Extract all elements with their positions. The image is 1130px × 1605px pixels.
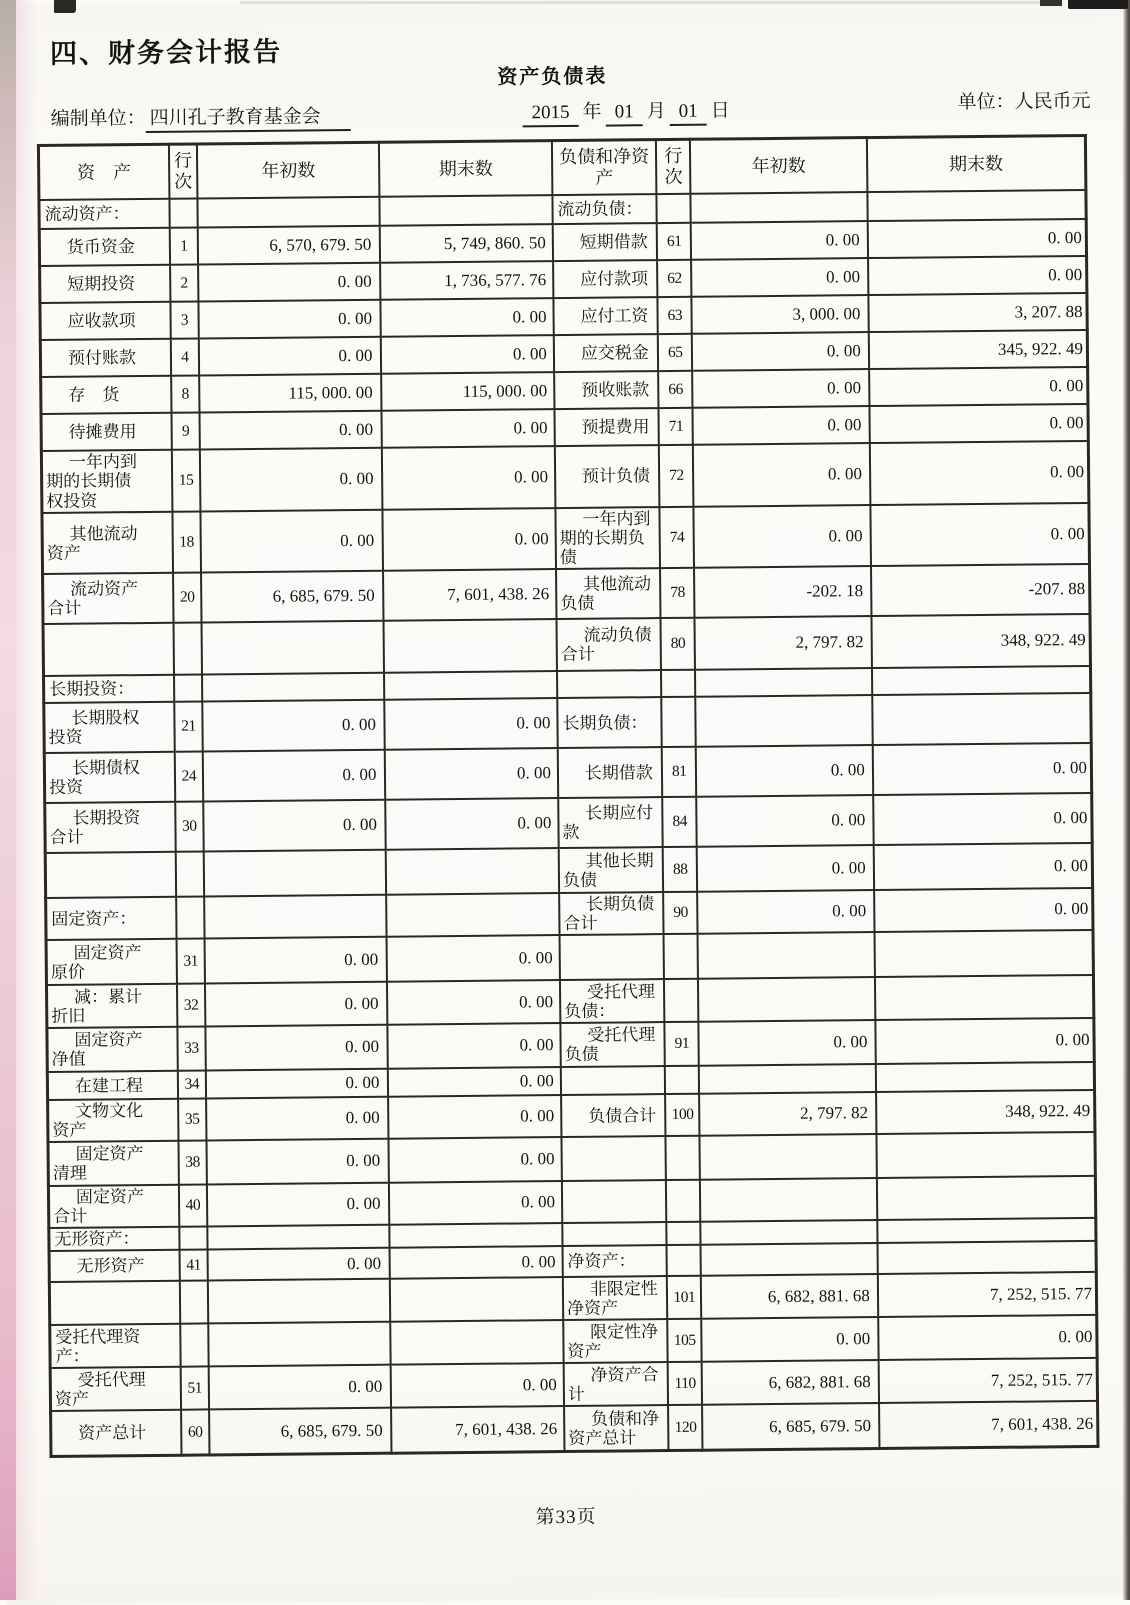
amount: 348, 922. 49 [871,614,1090,668]
amount: 0. 00 [386,798,559,850]
amount [872,666,1091,695]
item-label: 预提费用 [554,408,659,446]
line-number: 105 [667,1319,702,1362]
amount [700,1134,877,1180]
item-label: 固定资产： [46,897,177,940]
table-header-row [38,135,1085,200]
line-number [664,934,699,979]
line-number: 91 [665,1022,700,1066]
amount [384,619,557,673]
amount: 0. 00 [875,1018,1094,1064]
line-number: 101 [667,1276,702,1319]
item-label: 非限定性 净资产 [563,1276,668,1320]
amount: 0. 00 [202,700,385,752]
amount: 0. 00 [692,332,869,371]
line-number: 65 [658,334,692,371]
header-line-no-right: 行 次 [656,139,691,194]
item-label [49,1281,180,1325]
item-label: 减：累计 折旧 [46,984,177,1028]
line-number: 81 [662,747,697,797]
scan-mark-top-right-2 [1040,0,1062,6]
amount: 0. 00 [389,1181,562,1225]
line-number: 20 [173,573,202,623]
line-number [176,897,204,939]
item-label: 受托代理 负债： [560,979,665,1023]
line-number: 9 [171,412,199,449]
item-label: 长期债权 投资 [44,752,175,803]
amount: 0. 00 [868,256,1087,295]
amount: 0. 00 [204,937,387,984]
amount: 0. 00 [385,698,558,750]
section-title: 四、财务会计报告 [49,36,283,69]
amount: 7, 601, 438. 26 [392,1406,565,1453]
line-number: 31 [176,939,205,984]
amount: 0. 00 [873,793,1092,845]
line-number: 32 [177,984,205,1027]
amount [695,668,872,697]
amount [208,1322,391,1367]
amount: 0. 00 [870,503,1089,566]
currency-unit-note: 单位：人民币元 [957,90,1091,114]
line-number [179,1227,207,1250]
amount: 0. 00 [200,510,383,573]
amount: 6, 570, 679. 50 [198,226,381,265]
item-label: 净资产： [562,1245,667,1277]
amount: 5, 749, 860. 50 [380,224,553,263]
line-number: 63 [658,297,692,334]
item-label: 存 货 [41,376,172,414]
amount: 0. 00 [381,335,554,374]
line-number: 100 [665,1094,699,1136]
item-label: 长期投资： [44,675,175,703]
line-number: 34 [178,1071,206,1099]
amount: 7, 601, 438. 26 [383,569,556,621]
amount: 6, 682, 881. 68 [702,1360,879,1405]
amount: 0. 00 [697,890,874,934]
line-number: 88 [663,847,698,892]
amount: 0. 00 [694,505,871,568]
amount [875,975,1094,1020]
header-line-no-left: 行 次 [169,144,198,199]
amount: 0. 00 [387,935,560,982]
amount: 0. 00 [691,221,868,260]
line-number: 21 [174,702,203,752]
amount [872,693,1091,745]
amount [201,621,384,675]
line-number: 78 [660,568,695,618]
amount: -207. 88 [871,564,1090,616]
date-year: 2015 [523,102,579,128]
balance-sheet-table [37,134,1100,1458]
date-day-label: 日 [710,100,730,122]
line-number [169,198,197,227]
item-label: 预计负债 [555,445,660,508]
amount [391,1320,564,1365]
line-number: 72 [659,445,694,507]
line-number: 41 [179,1250,207,1281]
line-number: 51 [181,1367,209,1410]
line-number: 3 [170,301,198,338]
prepared-by-label: 编制单位： [50,107,146,130]
line-number [180,1281,208,1324]
item-label: 固定资产 清理 [48,1141,179,1186]
amount [696,695,873,747]
item-label: 限定性净 资产 [563,1319,668,1363]
scan-edge-top-line [240,1,1040,4]
item-label: 固定资产 原价 [46,939,177,985]
line-number: 35 [178,1099,206,1141]
date-day: 01 [670,101,707,126]
header-asset: 资 产 [38,144,169,200]
amount [867,190,1086,221]
amount: 1, 736, 577. 76 [381,261,554,300]
amount: 0. 00 [199,411,382,450]
scan-edge-left-strip [0,0,16,1600]
amount: 7, 601, 438. 26 [879,1401,1098,1448]
scan-edge-left-fade [16,0,38,1600]
amount [699,1064,876,1094]
amount: 0. 00 [206,1139,389,1185]
amount [700,1178,877,1222]
amount [701,1243,878,1276]
amount: 0. 00 [207,1248,390,1281]
item-label: 长期股权 投资 [44,702,175,753]
amount: 0. 00 [382,409,555,448]
prepared-by-value: 四川孔子教育基金会 [146,106,351,133]
amount: 0. 00 [388,1023,561,1069]
line-number: 2 [170,264,198,301]
amount: 0. 00 [699,1020,876,1066]
item-label: 短期借款 [553,223,658,261]
amount: 0. 00 [697,795,874,847]
item-label: 一年内到 期的长期负 债 [555,507,660,569]
item-label: 流动资产： [39,199,170,229]
amount: 6, 685, 679. 50 [201,571,384,623]
item-label: 应付工资 [553,297,658,335]
line-number [666,1180,700,1222]
amount [380,195,553,226]
line-number: 38 [178,1141,206,1185]
amount: 0. 00 [200,448,383,512]
table-row [42,503,1090,574]
item-label: 负债合计 [561,1094,666,1137]
item-label: 固定资产 净值 [47,1027,178,1072]
amount: 0. 00 [198,300,381,339]
amount: 0. 00 [385,748,558,800]
item-label: 应交税金 [554,334,659,372]
amount: 348, 922. 49 [876,1090,1095,1134]
item-label [43,623,174,676]
amount: 0. 00 [878,1315,1097,1360]
item-label [557,670,662,698]
amount [877,1241,1096,1274]
amount: 2, 797. 82 [695,616,872,670]
item-label: 固定资产 合计 [48,1185,179,1228]
amount: 0. 00 [203,800,386,852]
amount: 6, 682, 881. 68 [701,1274,878,1319]
header-begin-left: 年初数 [197,142,380,198]
amount: 0. 00 [389,1137,562,1183]
item-label: 无形资产 [49,1250,180,1282]
line-number [657,194,691,223]
item-label: 受托代理资 产： [50,1324,181,1368]
line-number: 8 [171,375,199,412]
table-row [41,441,1089,513]
item-label [561,1066,666,1095]
amount [390,1223,563,1248]
amount [698,932,875,979]
line-number: 66 [658,371,692,408]
amount: 0. 00 [205,1025,388,1071]
amount: 0. 00 [206,1097,389,1141]
line-number [176,852,205,897]
amount [207,1225,390,1250]
amount [691,192,868,223]
balance-sheet-title: 资产负债表 [497,65,608,89]
amount: 0. 00 [388,1067,561,1097]
amount: 0. 00 [870,441,1089,505]
line-number [173,623,202,675]
date-month-label: 月 [646,100,666,123]
amount: 6, 685, 679. 50 [702,1403,879,1450]
item-label: 长期借款 [558,747,663,798]
line-number: 15 [172,449,201,511]
amount: 0. 00 [390,1246,563,1279]
date-year-label: 年 [582,101,602,123]
table-row [51,1401,1098,1456]
amount [204,850,387,897]
line-number [661,697,696,747]
report-info-line [50,90,1093,134]
item-label: 流动负债 合计 [556,618,661,671]
balance-sheet-body [39,190,1098,1456]
item-label [562,1222,667,1246]
header-liability: 负债和净资 产 [552,140,657,195]
amount: 0. 00 [869,367,1088,406]
amount: 0. 00 [693,443,870,507]
amount: 7, 252, 515. 77 [878,1358,1097,1403]
item-label: 其他长期 负债 [559,847,664,893]
item-label: 预收账款 [554,371,659,409]
report-date [522,95,733,124]
line-number: 71 [659,408,693,445]
amount: -202. 18 [694,566,871,618]
line-number: 33 [177,1027,205,1071]
item-label: 货币资金 [39,228,170,266]
line-number [665,1066,699,1094]
amount: 0. 00 [693,406,870,445]
amount: 0. 00 [381,298,554,337]
line-number: 40 [179,1185,207,1227]
item-label: 短期投资 [40,265,171,303]
amount: 2, 797. 82 [699,1092,876,1136]
line-number: 110 [668,1362,703,1405]
page-number: 第33页 [535,1506,597,1529]
amount [876,1132,1095,1178]
line-number: 80 [661,618,696,670]
line-number [667,1222,701,1245]
amount [698,977,875,1022]
amount [874,930,1093,977]
amount [877,1176,1096,1220]
amount: 0. 00 [874,888,1093,932]
line-number [180,1324,208,1367]
amount: 0. 00 [207,1183,390,1227]
amount [876,1062,1095,1092]
item-label: 预付账款 [40,339,171,377]
amount: 0. 00 [391,1363,564,1408]
header-begin-right: 年初数 [690,138,867,194]
item-label: 净资产合 计 [564,1362,669,1406]
prepared-by [51,101,351,131]
amount: 0. 00 [383,508,556,571]
line-number: 24 [175,752,204,802]
amount: 115, 000. 00 [199,374,382,413]
item-label [559,934,664,980]
item-label: 其他流动 负债 [556,568,661,619]
amount: 0. 00 [874,843,1093,890]
amount [208,1279,391,1324]
amount [384,671,557,700]
item-label: 无形资产： [49,1227,180,1251]
amount: 0. 00 [389,1095,562,1139]
amount [197,197,380,228]
amount: 0. 00 [387,980,560,1025]
item-label: 待摊费用 [41,413,172,451]
amount: 0. 00 [198,263,381,302]
item-label: 文物文化 资产 [48,1099,179,1142]
line-number: 120 [668,1405,703,1450]
amount: 0. 00 [205,982,388,1027]
header-end-right: 期末数 [867,135,1086,192]
line-number: 84 [662,797,697,847]
amount: 0. 00 [869,404,1088,443]
item-label: 受托代理 资产 [50,1367,181,1411]
line-number: 61 [657,223,691,260]
amount: 0. 00 [691,258,868,297]
amount: 7, 252, 515. 77 [878,1272,1097,1317]
item-label: 应付款项 [553,260,658,298]
item-label: 其他流动 资产 [42,512,173,574]
amount: 0. 00 [696,745,873,797]
item-label: 长期应付 款 [558,797,663,848]
scan-mark-top-left [54,0,76,13]
line-number: 60 [181,1410,210,1455]
item-label: 长期负债： [557,697,662,748]
amount: 0. 00 [203,750,386,802]
item-label: 长期投资 合计 [45,802,176,853]
date-month: 01 [606,101,643,126]
item-label: 资产总计 [51,1410,182,1456]
amount: 345, 922. 49 [869,330,1088,369]
item-label: 流动资产 合计 [43,573,174,624]
scan-edge-right-strip [1123,0,1130,1600]
line-number: 1 [170,227,198,264]
line-number [667,1245,701,1276]
item-label: 流动负债： [552,194,657,224]
amount: 0. 00 [873,743,1092,795]
amount: 0. 00 [868,219,1087,258]
amount: 3, 000. 00 [692,295,869,334]
item-label [45,852,176,898]
item-label: 负债和净 资产总计 [564,1405,669,1451]
item-label: 应收款项 [40,302,171,340]
amount [386,848,559,895]
item-label: 长期负债 合计 [559,892,664,935]
amount [390,1277,563,1322]
item-label: 在建工程 [47,1071,178,1100]
amount: 0. 00 [697,845,874,892]
line-number: 74 [660,507,695,568]
item-label [562,1180,667,1223]
header-end-left: 期末数 [379,141,552,197]
item-label: 受托代理 负债 [560,1022,665,1067]
line-number [174,675,202,702]
line-number [661,670,695,697]
scan-mark-top-right [1068,0,1128,9]
line-number [666,1136,701,1180]
amount: 0. 00 [206,1069,389,1099]
line-number [664,979,699,1022]
amount: 115, 000. 00 [382,372,555,411]
amount [387,893,560,937]
amount [204,895,387,939]
line-number: 90 [663,892,697,934]
amount: 6, 685, 679. 50 [209,1408,392,1455]
amount: 3, 207. 88 [868,293,1087,332]
amount: 0. 00 [702,1317,879,1362]
amount: 0. 00 [382,446,555,510]
line-number: 30 [175,802,204,852]
item-label: 一年内到 期的长期债 权投资 [41,450,172,513]
amount: 0. 00 [199,337,382,376]
amount: 0. 00 [209,1365,392,1410]
line-number: 18 [172,511,201,572]
line-number: 4 [171,338,199,375]
line-number: 62 [657,260,691,297]
amount [877,1218,1096,1243]
amount [701,1220,878,1245]
amount [202,673,385,702]
amount: 0. 00 [692,369,869,408]
item-label [561,1136,666,1181]
